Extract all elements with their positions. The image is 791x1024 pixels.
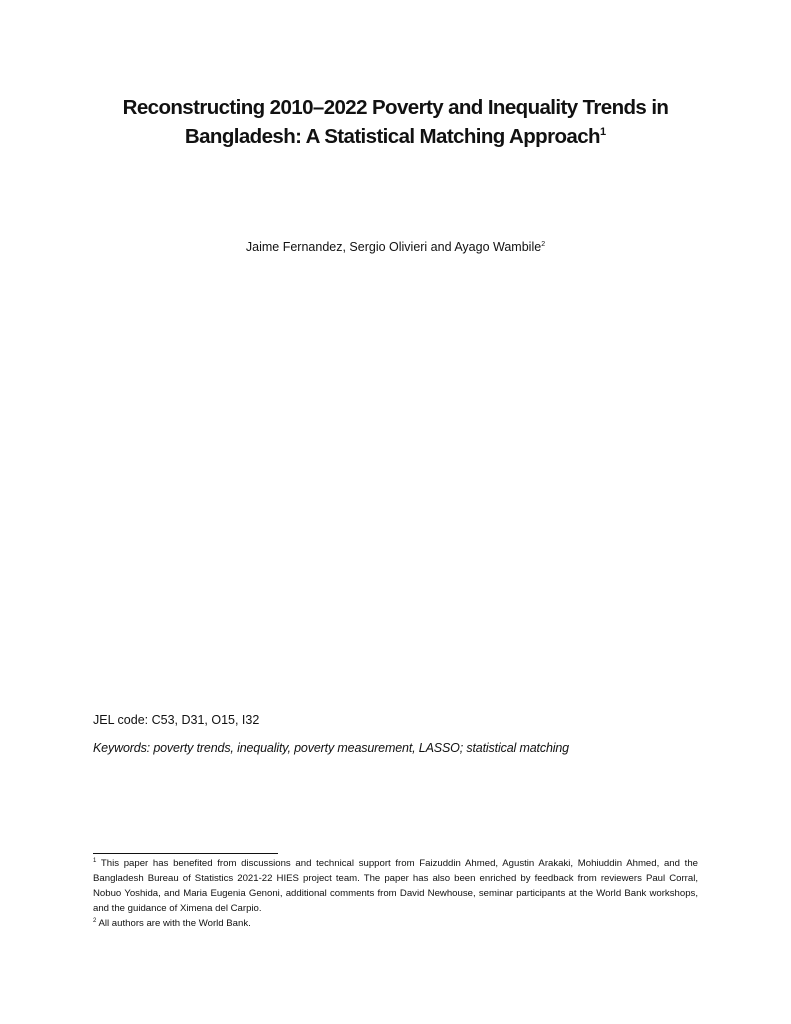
keywords: Keywords: poverty trends, inequality, poverty measurement, LASSO; statistical matching: [93, 741, 569, 755]
jel-codes: JEL code: C53, D31, O15, I32: [93, 713, 260, 727]
paper-title: [90, 93, 701, 151]
footnote-2-text: All authors are with the World Bank.: [98, 918, 251, 929]
footnote-2: [93, 916, 698, 931]
footnote-2-marker: 2: [93, 917, 97, 924]
authors-footnote-marker[interactable]: 2: [541, 240, 546, 248]
footnote-1-text: This paper has benefited from discussions and technical support from Faizuddin Ahmed, Agustin Arakaki, Mohiuddin Ahmed, and the Bangladesh Bureau of Statistics 2021-22 HIES project team. The paper has also been enriched by feedback from reviewers Paul Corral, Nobuo Yoshida, and Maria Eugenia Genoni, additional comments from David Newhouse, seminar participants at the World Bank workshops, and the guidance of Ximena del Carpio.: [93, 858, 699, 914]
footnote-divider: [93, 853, 278, 854]
footnote-1: [93, 856, 698, 916]
paper-title-text: Reconstructing 2010–2022 Poverty and Inequality Trends in Bangladesh: A Statistical Matching Approach: [122, 96, 669, 148]
author-names: Jaime Fernandez, Sergio Olivieri and Ayago Wambile: [245, 240, 542, 254]
title-footnote-marker[interactable]: 1: [599, 126, 607, 139]
author-line: [90, 239, 701, 255]
footnote-1-marker: 1: [93, 857, 97, 864]
